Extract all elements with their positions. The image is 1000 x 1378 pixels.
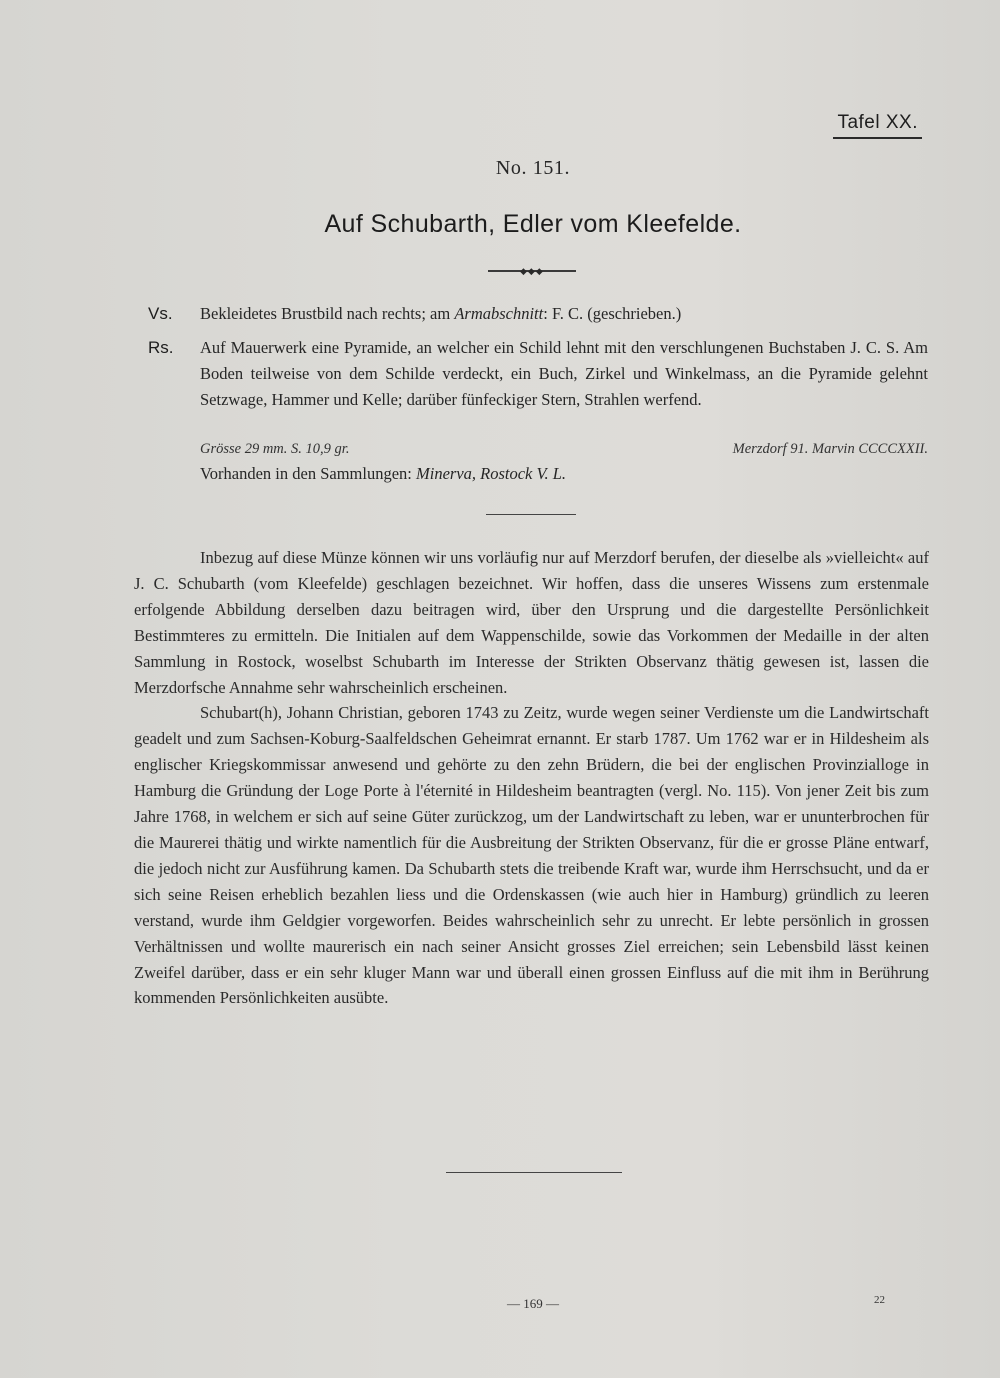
section-divider (486, 514, 576, 515)
reverse-text: Auf Mauerwerk eine Pyramide, an welcher ein Schild lehnt mit den verschlungenen Buchstaben J. C. S. Am Boden teilweise von dem Schilde verdeckt, ein Buch, Zirkel und Winkelmass, an die Pyramide gelehnt Setzwage, Hammer und Kelle; darüber fünfeckiger Stern, Strahlen werfend. (200, 338, 928, 409)
reverse-label: Rs. (148, 338, 174, 357)
page-number: — 169 — (507, 1296, 559, 1311)
paragraph: Inbezug auf diese Münze können wir uns vorläufig nur auf Merzdorf berufen, der dieselbe als »vielleicht« auf J. C. Schubarth (vom Kleefelde) geschlagen bezeichnet. Wir hoffen, dass die unseres Wissens zum erstenmale erfolgende Abbildung derselben dazu beitragen wird, über den Ursprung und die dargestellte Persönlichkeit Bestimmteres zu ermitteln. Die Initialen auf dem Wappenschilde, sowie das Vorkommen der Medaille in der alten Sammlung in Rostock, woselbst Schubarth im Interesse der Strikten Observanz thätig gewesen ist, lassen die Merzdorfsche Annahme sehr wahrscheinlich erscheinen. (134, 548, 929, 697)
reverse-description (148, 335, 928, 413)
page-title: Auf Schubarth, Edler vom Kleefelde. (324, 210, 742, 238)
item-number: No. 151. (495, 157, 571, 179)
paragraph: Schubart(h), Johann Christian, geboren 1743 zu Zeitz, wurde wegen seiner Verdienste um die Landwirtschaft geadelt und zum Sachsen-Koburg-Saalfeldschen Geheimrat ernannt. Er starb 1787. Um 1762 war er in Hildesheim als englischer Kriegskommissar anwesend und gehörte zu den zehn Brüdern, die bei der englischen Provinzialloge in Hamburg die Gründung der Loge Porte à l'éternité in Hildesheim beantragten (vergl. No. 115). Von jener Zeit bis zum Jahre 1768, in welchem er sich auf seine Güter zurückzog, um der Landwirtschaft zu leben, war er ununterbrochen für die Maurerei thätig und wirkte namentlich für die Ausbreitung der Strikten Observanz, für die er grosse Pläne entwarf, die jedoch nicht zur Ausführung kamen. Da Schubarth stets die treibende Kraft war, wurde ihm Herrschsucht, und da er sich seine Reisen erheblich bezahlen liess und die Ordenskassen (wie auch hier in Hamburg) gründlich zu leeren verstand, wurde ihm Geldgier vorgeworfen. Beides wahrscheinlich sehr zu unrecht. Er lebte persönlich in grossen Verhältnissen und wollte maurerisch ein nach seiner Ansicht grosses Ziel erreichen; sein Lebensbild lässt keinen Zweifel darüber, dass er ein sehr kluger Mann war und überall einen grossen Einfluss auf die mit ihm in Berührung kommenden Persönlichkeiten ausübte. (134, 703, 929, 1008)
body-text (134, 545, 929, 1011)
plate-label: Tafel XX. (833, 112, 922, 139)
end-divider (446, 1172, 622, 1173)
coin-references: Merzdorf 91. Marvin CCCCXXII. (732, 441, 928, 457)
availability (200, 464, 566, 484)
availability-prefix: Vorhanden in den Sammlungen: (200, 464, 416, 483)
obverse-text-italic: Armabschnitt (454, 304, 544, 323)
coin-size: Grösse 29 mm. S. 10,9 gr. (200, 441, 350, 457)
ornament-dots: ◆◆◆ (520, 266, 544, 276)
obverse-label: Vs. (148, 304, 173, 323)
obverse-text-b: : F. C. (geschrieben.) (543, 304, 682, 323)
obverse-description (148, 301, 928, 327)
coin-metadata (200, 441, 928, 458)
availability-collections: Minerva, Rostock V. L. (416, 464, 567, 483)
obverse-text-a: Bekleidetes Brustbild nach rechts; am (200, 304, 455, 323)
obverse-text (200, 301, 928, 327)
signature-mark: 22 (874, 1294, 885, 1306)
